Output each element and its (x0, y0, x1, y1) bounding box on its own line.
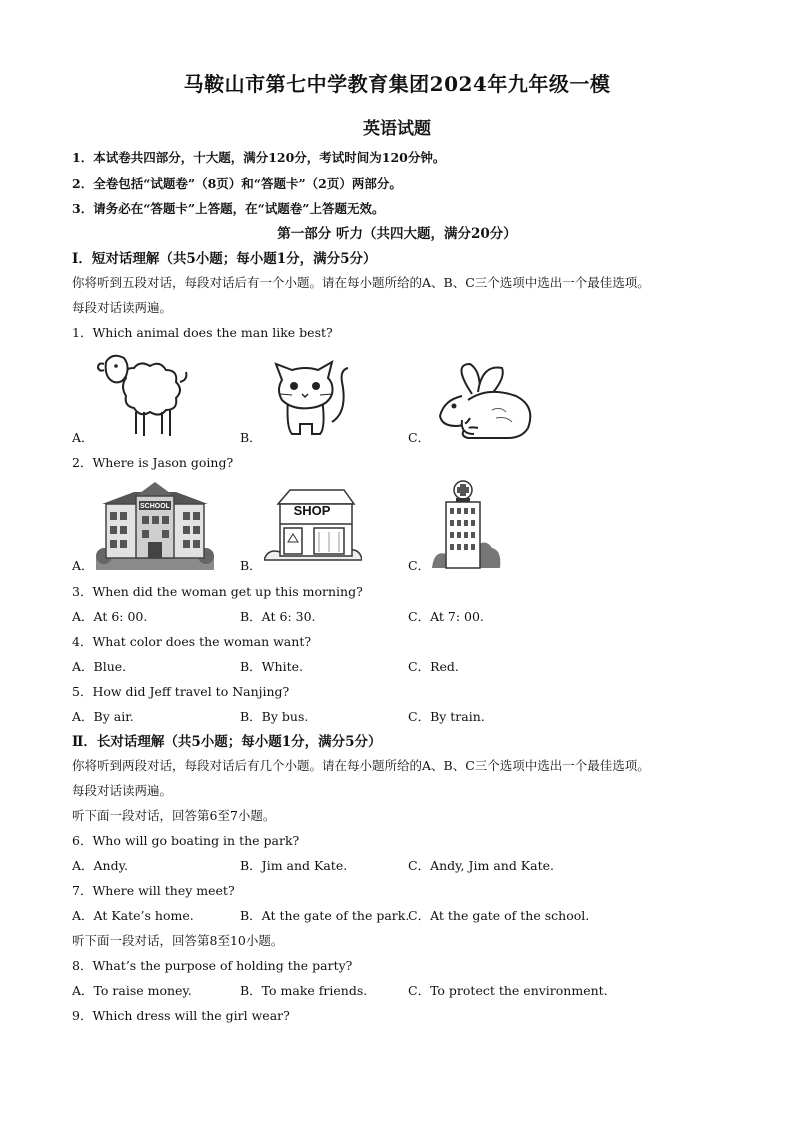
q4-stem: 4．What color does the woman want? (72, 634, 312, 649)
rabbit-icon (432, 360, 536, 444)
school-sign: SCHOOL (140, 503, 170, 510)
note-3: 3．请务必在“答题卡”上答题，在“试题卷”上答题无效。 (72, 201, 385, 216)
q3-option-c: C．At 7: 00. (408, 609, 484, 624)
section2-heading: Ⅱ．长对话理解（共5小题；每小题1分，满分5分） (72, 734, 382, 750)
q3-option-b: B．At 6: 30. (240, 609, 316, 624)
q8-option-c: C．To protect the environment. (408, 983, 608, 998)
sheep-icon (96, 348, 192, 442)
q8-stem: 8．What’s the purpose of holding the party? (72, 958, 353, 973)
q5-stem: 5．How did Jeff travel to Nanjing? (72, 684, 290, 699)
q2-option-c: C． (408, 558, 431, 573)
school-icon (96, 478, 214, 570)
q2-stem: 2．Where is Jason going? (72, 455, 234, 470)
exam-subtitle: 英语试题 (363, 119, 431, 139)
q4-option-a: A．Blue. (72, 659, 127, 674)
q2-option-b: B． (240, 558, 262, 573)
exam-title: 马鞍山市第七中学教育集团2024年九年级一模 (183, 72, 611, 96)
note-2: 2．全卷包括“试题卷”（8页）和“答题卡”（2页）两部分。 (72, 176, 402, 191)
q3-option-a: A．At 6: 00. (72, 609, 148, 624)
shop-icon (264, 484, 362, 568)
q1-option-a: A． (72, 430, 94, 445)
q1-option-c: C． (408, 430, 431, 445)
q4-option-c: C．Red. (408, 659, 459, 674)
section1-heading: Ⅰ．短对话理解（共5小题；每小题1分，满分5分） (72, 251, 377, 267)
q7-option-b: B．At the gate of the park. (240, 908, 410, 923)
q7-stem: 7．Where will they meet? (72, 883, 235, 898)
section2-instruction: 你将听到两段对话，每段对话后有几个小题。请在每小题所给的A、B、C三个选项中选出一个最佳选项。 (72, 758, 650, 773)
section2-instruction-2: 每段对话读两遍。 (72, 783, 173, 798)
q1-stem: 1．Which animal does the man like best? (72, 325, 333, 340)
section1-instruction: 你将听到五段对话，每段对话后有一个小题。请在每小题所给的A、B、C三个选项中选出一个最佳选项。 (72, 275, 650, 290)
q4-option-b: B．White. (240, 659, 303, 674)
q7-option-a: A．At Kate’s home. (72, 908, 194, 923)
shop-sign: SHOP (293, 503, 331, 518)
hospital-icon (432, 478, 502, 570)
q6-option-a: A．Andy. (72, 858, 128, 873)
q6-option-c: C．Andy, Jim and Kate. (408, 858, 554, 873)
q7-option-c: C．At the gate of the school. (408, 908, 590, 923)
q5-option-a: A．By air. (72, 709, 134, 724)
q3-stem: 3．When did the woman get up this morning? (72, 584, 363, 599)
q6-option-b: B．Jim and Kate. (240, 858, 348, 873)
dialogue-group-2: 听下面一段对话，回答第8至10小题。 (72, 933, 284, 948)
dialogue-group-1: 听下面一段对话，回答第6至7小题。 (72, 808, 276, 823)
part1-heading: 第一部分 听力（共四大题，满分20分） (277, 226, 517, 242)
q8-option-a: A．To raise money. (72, 983, 192, 998)
q5-option-b: B．By bus. (240, 709, 309, 724)
q5-option-c: C．By train. (408, 709, 485, 724)
q8-option-b: B．To make friends. (240, 983, 368, 998)
q6-stem: 6．Who will go boating in the park? (72, 833, 300, 848)
note-1: 1．本试卷共四部分，十大题，满分120分，考试时间为120分钟。 (72, 150, 446, 165)
q2-option-a: A． (72, 558, 94, 573)
section1-instruction-2: 每段对话读两遍。 (72, 300, 173, 315)
q1-option-b: B． (240, 430, 262, 445)
cat-icon (262, 352, 354, 440)
q9-stem: 9．Which dress will the girl wear? (72, 1008, 290, 1023)
